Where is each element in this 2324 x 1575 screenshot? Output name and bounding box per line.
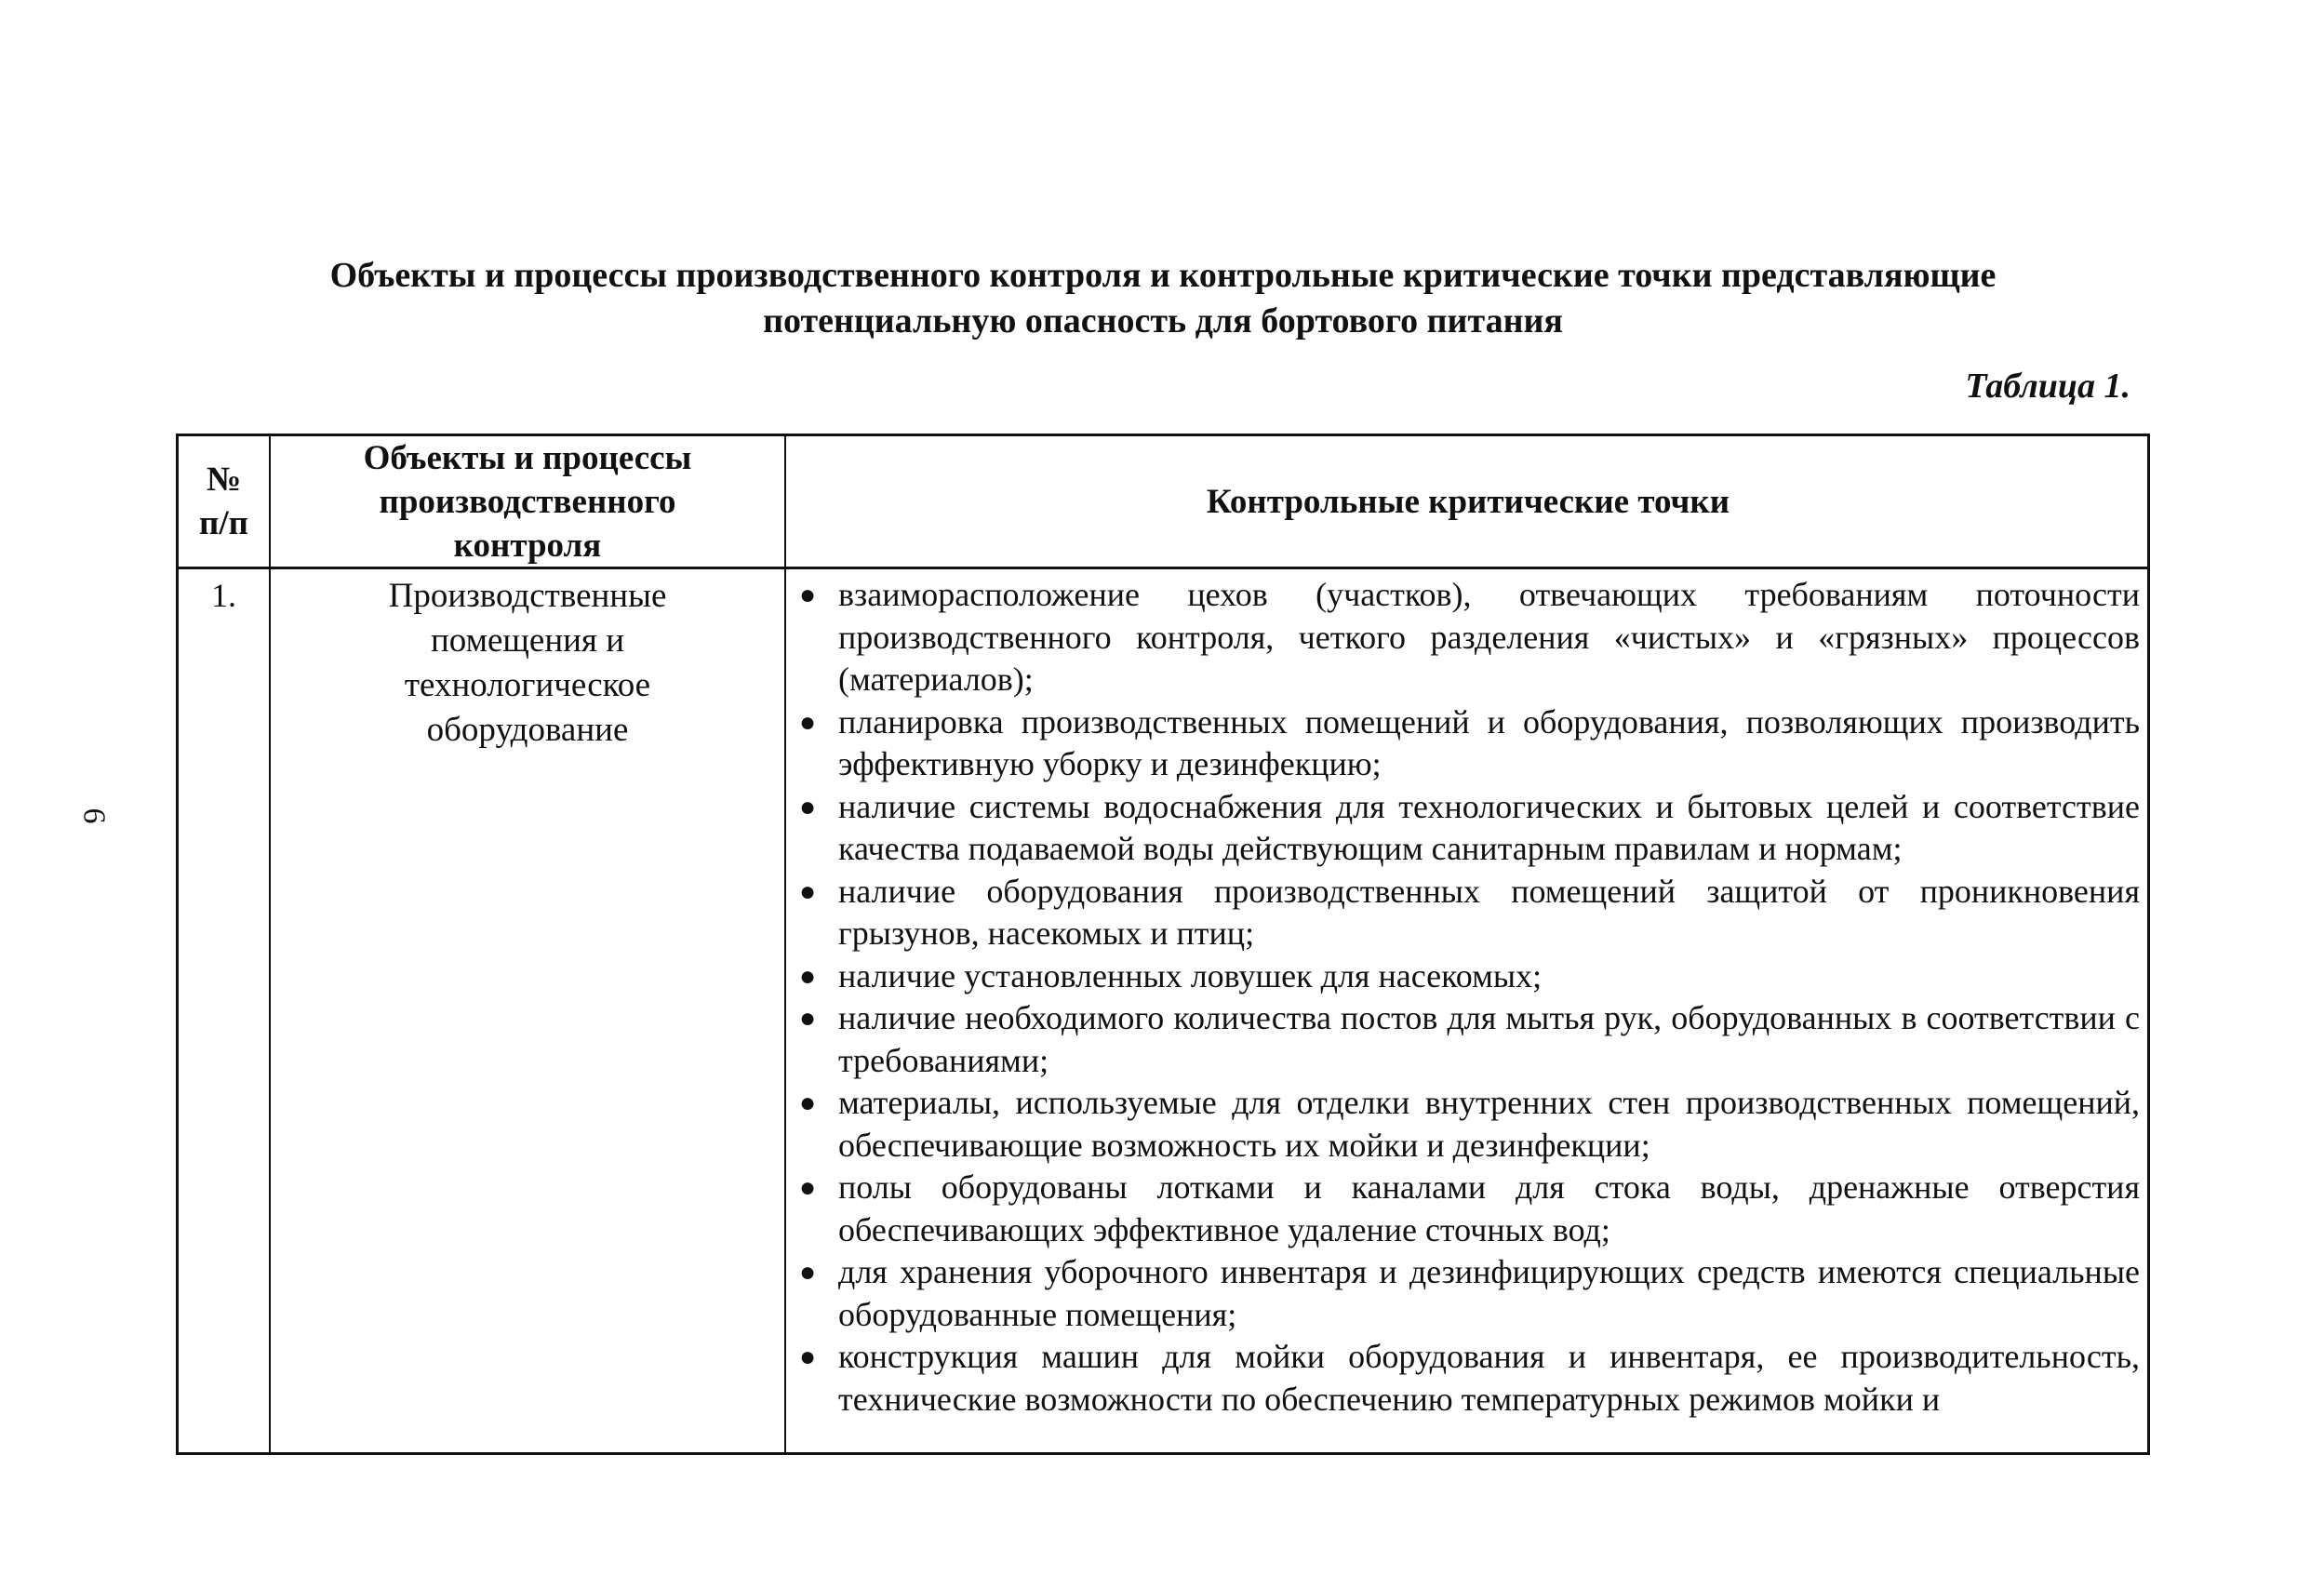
bullet-icon: ● xyxy=(799,1172,817,1203)
bullet-icon: ● xyxy=(799,1341,817,1372)
list-item xyxy=(786,1251,2140,1336)
bullet-icon: ● xyxy=(799,1003,817,1034)
list-item-text: материалы, используемые для отделки внутренних стен производственных помещений, обеспечивающие возможность их мойки и дезинфекции; xyxy=(838,1084,2140,1164)
table-header-row xyxy=(179,436,2147,569)
list-item-text: наличие системы водоснабжения для технологических и бытовых целей и соответствие качества подаваемой воды действующим санитарным правилам и нормам; xyxy=(838,787,2140,867)
list-item xyxy=(786,955,2140,998)
list-item-text: полы оборудованы лотками и каналами для стока воды, дренажные отверстия обеспечивающих эффективное удаление сточных вод; xyxy=(838,1168,2140,1248)
list-item xyxy=(786,786,2140,871)
header-number: № п/п xyxy=(199,460,248,542)
list-item-text: наличие установленных ловушек для насекомых; xyxy=(838,956,1543,994)
list-item xyxy=(786,1167,2140,1251)
bullet-icon: ● xyxy=(799,1257,817,1288)
bullet-icon: ● xyxy=(799,706,817,738)
bullet-icon: ● xyxy=(799,580,817,610)
list-item xyxy=(786,701,2140,786)
list-item-text: конструкция машин для мойки оборудования и инвентаря, ее производительность, технические возможности по обеспечению температурных режимов мойки и xyxy=(838,1338,2140,1418)
list-item xyxy=(786,574,2140,701)
header-control-points: Контрольные критические точки xyxy=(1206,482,1730,521)
list-item-text: для хранения уборочного инвентаря и дезинфицирующих средств имеются специальные оборудованные помещения; xyxy=(838,1253,2140,1333)
bullet-icon: ● xyxy=(799,960,817,992)
list-item-text: планировка производственных помещений и оборудования, позволяющих производить эффективную уборку и дезинфекцию; xyxy=(838,702,2140,782)
list-item-text: наличие оборудования производственных помещений защитой от проникновения грызунов, насекомых и птиц; xyxy=(838,872,2140,952)
list-item xyxy=(786,1336,2140,1421)
list-item-text: наличие необходимого количества постов для мытья рук, оборудованных в соответствии с требованиями; xyxy=(838,999,2140,1079)
bullet-icon: ● xyxy=(799,791,817,822)
document-title: Объекты и процессы производственного контроля и контрольные критические точки представляющие потенциальную опасность для бортового питания xyxy=(329,256,1997,340)
header-objects: Объекты и процессы производственного контроля xyxy=(363,438,692,565)
row-object: Производственные помещения и технологическое оборудование xyxy=(388,577,667,749)
list-item-text: взаиморасположение цехов (участков), отвечающих требованиям поточности производственного контроля, четкого разделения «чистых» и «грязных» процессов (материалов); xyxy=(838,576,2140,698)
list-item xyxy=(786,1082,2140,1167)
table-label: Таблица 1. xyxy=(1965,367,2130,406)
row-number: 1. xyxy=(211,577,236,614)
bullet-icon: ● xyxy=(799,1088,817,1118)
control-points-table xyxy=(176,434,2150,1455)
bullet-icon: ● xyxy=(799,875,817,907)
list-item xyxy=(786,997,2140,1082)
control-points-list xyxy=(786,574,2140,1421)
page-number: 6 xyxy=(76,808,112,824)
list-item xyxy=(786,871,2140,955)
